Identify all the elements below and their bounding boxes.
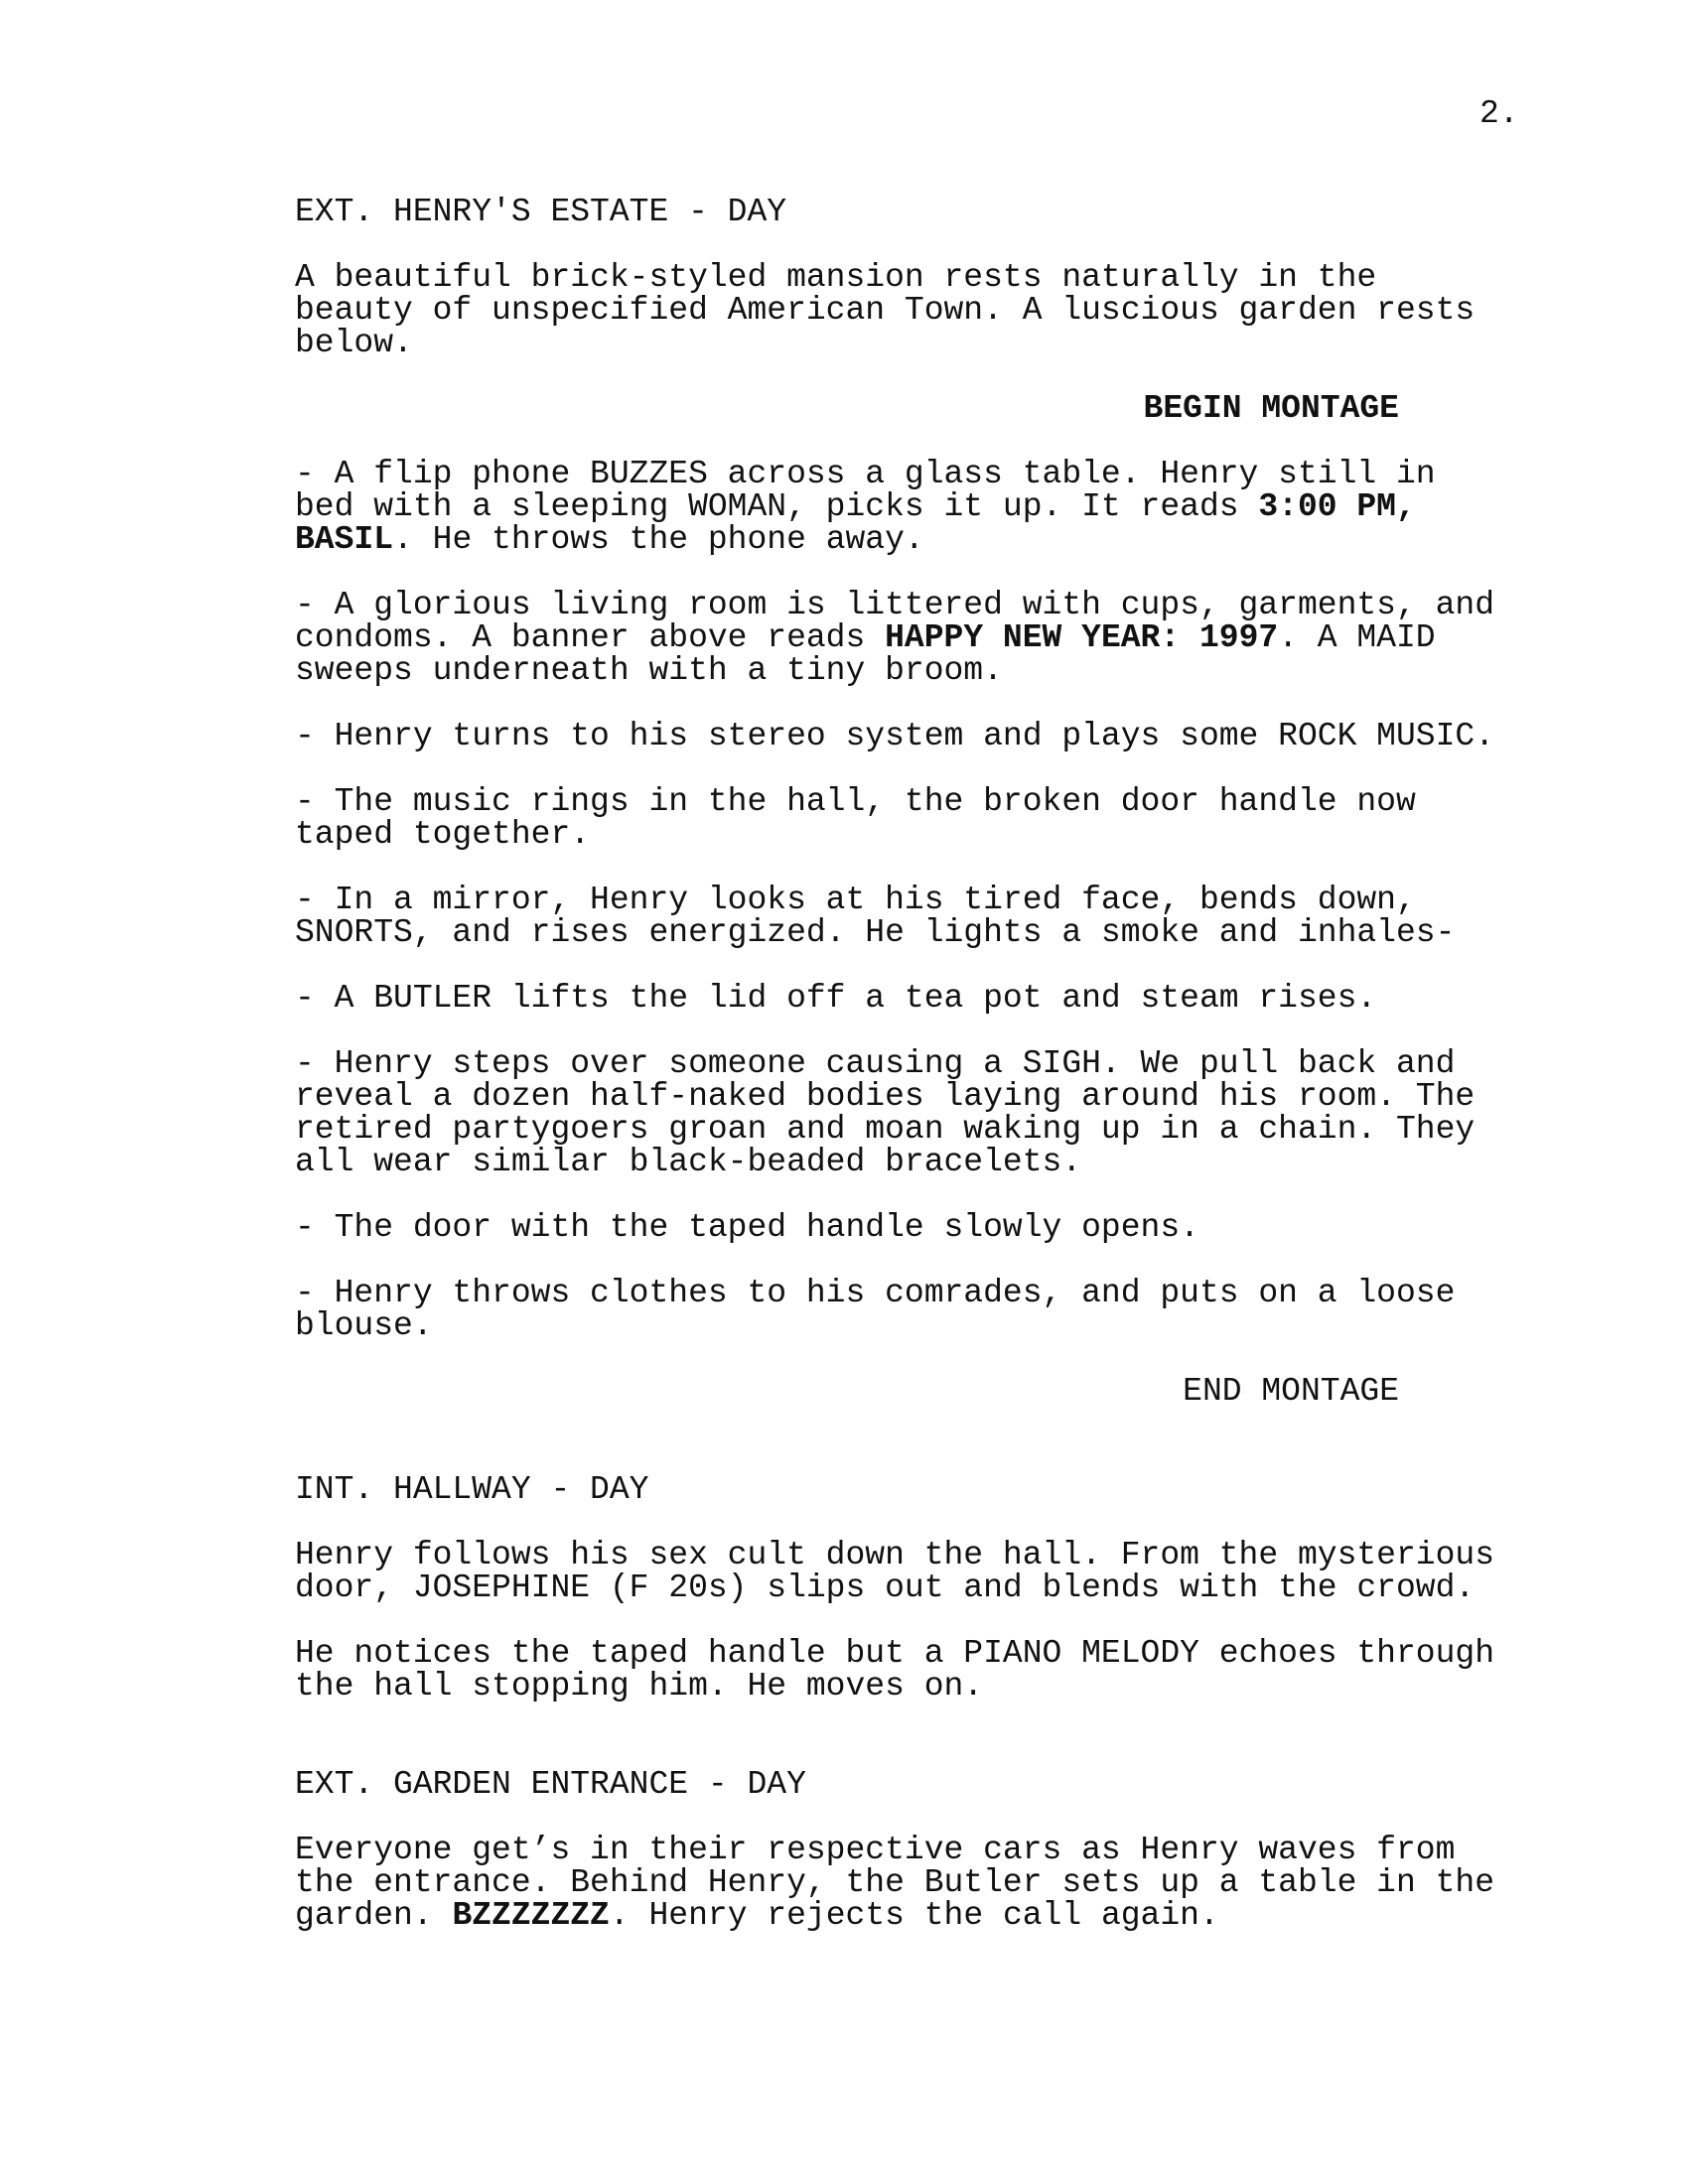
action-line: - Henry steps over someone causing a SIGH. We pull back and [295,1045,1456,1082]
action-line: the entrance. Behind Henry, the Butler sets up a table in the [295,1864,1494,1901]
action-line: retired partygoers groan and moan waking up in a chain. They [295,1111,1476,1148]
action-line: reveal a dozen half-naked bodies laying around his room. The [295,1078,1476,1115]
action-line: - The door with the taped handle slowly opens. [295,1209,1199,1246]
bold-banner-text: HAPPY NEW YEAR: 1997 [885,619,1279,656]
action-text: . Henry rejects the call again. [609,1897,1219,1934]
action-text: condoms. A banner above reads [295,619,886,656]
scene-heading-estate: EXT. HENRY'S ESTATE - DAY [295,194,787,230]
montage-item-mirror [295,884,1486,949]
screenplay-body [295,194,1494,1965]
montage-item-bodies [295,1047,1486,1178]
action-line: beauty of unspecified American Town. A luscious garden rests [295,292,1476,329]
action-hallway-piano [295,1635,1494,1705]
action-text: garden. [295,1897,453,1934]
begin-montage-transition: BEGIN MONTAGE [1143,390,1399,427]
action-line: He notices the taped handle but a PIANO MELODY echoes through [295,1635,1494,1672]
action-line: - Henry throws clothes to his comrades, and puts on a loose [295,1275,1456,1311]
action-line: - A BUTLER lifts the lid off a tea pot and steam rises. [295,980,1377,1017]
action-estate-description [295,261,1486,359]
montage-item-stereo [295,718,1494,754]
action-line: taped together. [295,816,591,853]
bold-time-text: 3:00 PM, [1258,488,1416,525]
action-line: blouse. [295,1307,433,1344]
action-line: - The music rings in the hall, the broken door handle now [295,783,1416,820]
action-garden-entrance [295,1832,1494,1934]
montage-item-butler [295,982,1486,1015]
action-line [295,621,1486,654]
action-line: sweeps underneath with a tiny broom. [295,652,1003,689]
action-line: - A glorious living room is littered with cups, garments, and [295,587,1494,623]
montage-item-phone [295,458,1486,556]
action-line [295,490,1486,523]
montage-item-clothes [295,1277,1486,1342]
action-line: - A flip phone BUZZES across a glass table. Henry still in [295,456,1436,492]
action-text: . He throws the phone away. [393,521,924,558]
action-line: SNORTS, and rises energized. He lights a smoke and inhales- [295,914,1456,951]
action-hallway-cult [295,1537,1494,1606]
montage-item-hall-music [295,785,1486,851]
bold-caller-text: BASIL [295,521,394,558]
montage-item-door [295,1211,1486,1244]
action-line: all wear similar black-beaded bracelets. [295,1144,1082,1180]
end-montage-transition: END MONTAGE [1183,1373,1399,1410]
action-text: bed with a sleeping WOMAN, picks it up. It reads [295,488,1259,525]
montage-item-living-room [295,587,1494,689]
bold-buzz-text: BZZZZZZZ [452,1897,610,1934]
scene-heading-garden: EXT. GARDEN ENTRANCE - DAY [295,1766,806,1803]
action-line: the hall stopping him. He moves on. [295,1668,984,1705]
action-line: Henry follows his sex cult down the hall. From the mysterious [295,1537,1494,1573]
action-line: - Henry turns to his stereo system and plays some ROCK MUSIC. [295,718,1494,754]
action-line [295,1899,1486,1932]
action-line: below. [295,325,413,361]
action-text: . A MAID [1278,619,1436,656]
action-line: A beautiful brick-styled mansion rests naturally in the [295,259,1377,296]
scene-heading-hallway: INT. HALLWAY - DAY [295,1471,649,1508]
action-line [295,523,1486,556]
action-line: - In a mirror, Henry looks at his tired face, bends down, [295,882,1416,918]
action-line: Everyone get’s in their respective cars as Henry waves from [295,1832,1456,1868]
page-number: 2. [1479,95,1519,132]
action-line: door, JOSEPHINE (F 20s) slips out and blends with the crowd. [295,1570,1476,1606]
